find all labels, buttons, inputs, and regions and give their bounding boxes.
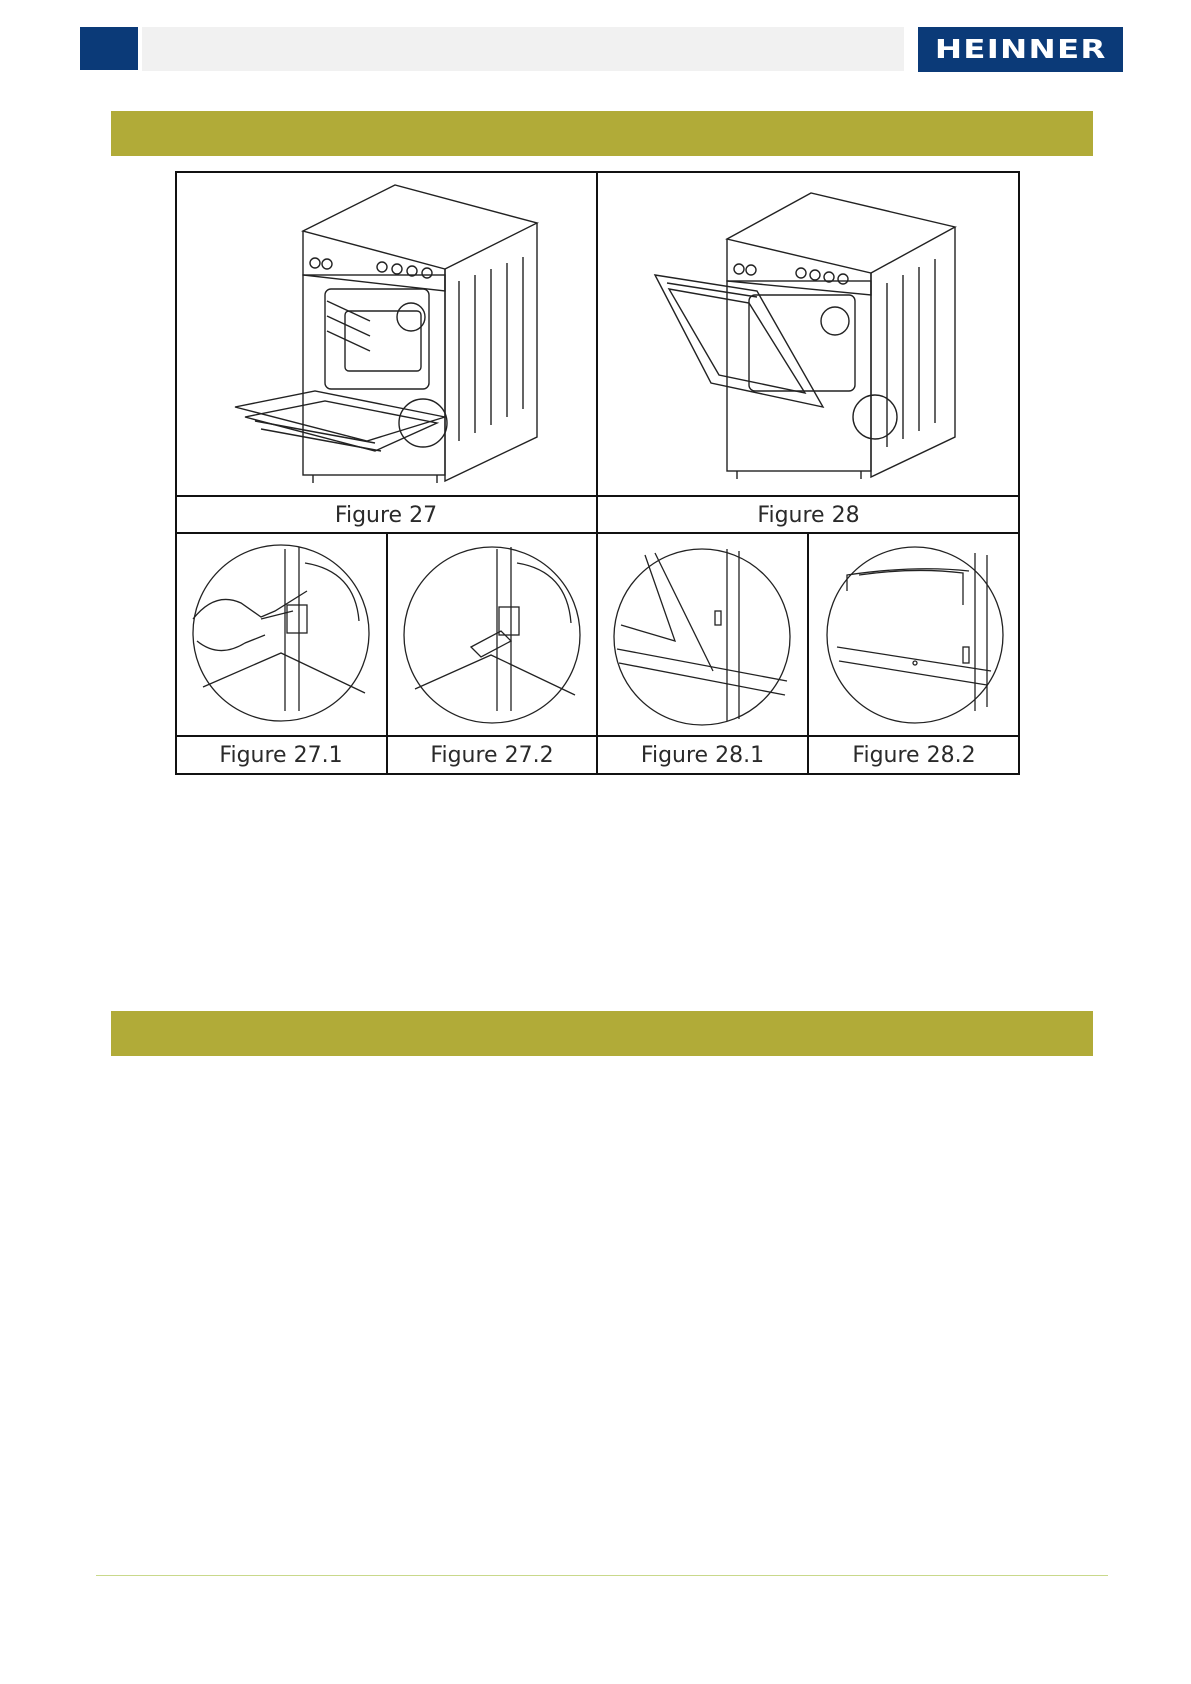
figure-table — [175, 171, 1020, 775]
brand-logo-text: HEINNER — [934, 34, 1107, 65]
figure-28-illustration — [655, 193, 955, 479]
figure-27-caption: Figure 27 — [334, 503, 438, 528]
header-band — [142, 27, 904, 71]
figure-27-illustration — [235, 185, 537, 483]
figure-27-1-illustration — [193, 545, 369, 721]
figure-table-drawing — [175, 171, 1020, 775]
page-number-box — [80, 27, 138, 70]
figure-27-2-caption: Figure 27.2 — [430, 743, 554, 768]
figure-28-2-illustration — [827, 547, 1003, 723]
figure-27-1-caption: Figure 27.1 — [219, 743, 343, 768]
figure-28-1-illustration — [614, 549, 790, 725]
footer-divider — [96, 1575, 1108, 1576]
brand-logo — [918, 27, 1123, 72]
figure-27-2-illustration — [404, 547, 580, 723]
section-bar-middle — [111, 1011, 1093, 1056]
figure-28-1-caption: Figure 28.1 — [640, 743, 765, 768]
figure-28-caption: Figure 28 — [757, 503, 860, 528]
figure-28-2-caption: Figure 28.2 — [852, 743, 976, 768]
section-bar-top — [111, 111, 1093, 156]
